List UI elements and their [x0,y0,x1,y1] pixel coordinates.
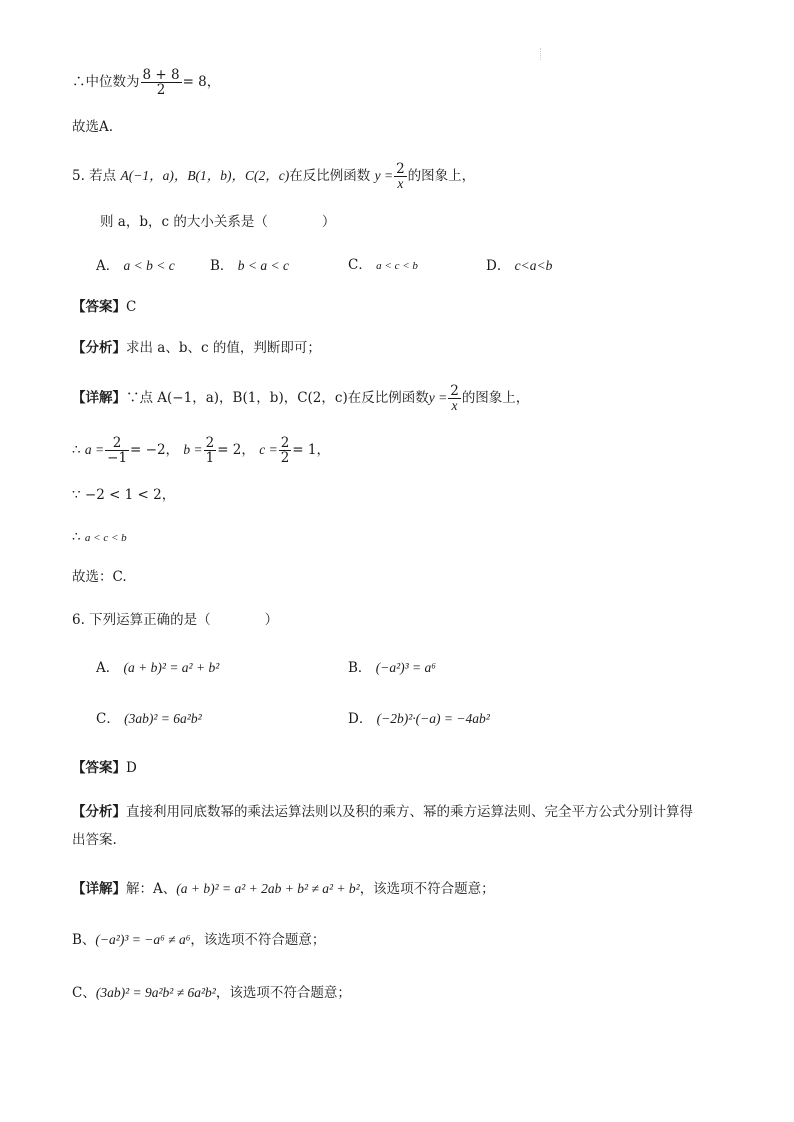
q5-points: A(−1，a)，B(1，b)，C(2，c) [120,168,290,184]
q6-detail-b: B、(−a²)³ = −a⁶ ≠ a⁶，该选项不符合题意； [72,932,326,948]
q5-because: ∵ −2 < 1 < 2， [72,487,176,503]
scan-mark [540,48,543,60]
median-prefix: ∴中位数为 [72,74,140,91]
median-suffix: = 8， [182,74,221,91]
q5-function-fraction: $\frac{2}{x}$ [396,161,405,192]
q5-choose: 故选：C. [72,569,127,585]
median-line [72,68,220,97]
q5-therefore: ∴ a < c < b [72,529,127,545]
q6-option-b: B． (−a²)³ = a⁶ [348,660,436,676]
q6-answer: 【答案】D [72,760,137,776]
q6-detail-a: 【详解】解：A、(a + b)² = a² + 2ab + b² ≠ a² + b²，该选项不符合题意； [72,881,495,897]
q5-stem-line2: 则 a，b，c 的大小关系是（ ） [100,214,336,230]
q5-analysis: 【分析】求出 a、b、c 的值，判断即可； [72,340,321,356]
q6-option-a: A． (a + b)² = a² + b² [96,660,220,676]
q6-option-c: C． (3ab)² = 6a²b² [96,711,202,727]
q6-analysis: 【分析】直接利用同底数幂的乘法运算法则以及积的乘方、幂的乘方运算法则、完全平方公式分别计算得 [72,804,693,820]
q5-option-d: D． c<a<b [486,258,553,274]
median-fraction: $\frac{8 + 8}{2}$ [142,67,180,99]
q5-stem: 5. 若点 A(−1，a)，B(1，b)，C(2，c)在反比例函数 y = $\frac{2}{x}$ 的图象上， [72,161,476,192]
q5-option-a: A． a < b < c [96,258,175,274]
q6-analysis-line2: 出答案. [72,832,117,848]
q5-answer: 【答案】C [72,299,137,315]
q5-detail: 【详解】∵点 A(−1，a)，B(1，b)，C(2，c)在反比例函数y = $\frac{2}{x}$ 的图象上， [72,383,530,414]
q4-choose: 故选A. [72,119,114,135]
q5-option-b: B． b < a < c [210,258,289,274]
q5-calculation: ∴ a = $\frac{2}{-1}$ = −2， b = $\frac{2}{1}$ = 2， c = $\frac{2}{2}$ = 1， [72,435,330,467]
q5-detail-fraction: $\frac{2}{x}$ [450,383,459,414]
q5-option-c: C． a < c < b [348,257,418,273]
q6-stem: 6. 下列运算正确的是（ ） [72,612,279,628]
q6-option-d: D． (−2b)²·(−a) = −4ab² [348,711,490,727]
q6-detail-c: C、(3ab)² = 9a²b² ≠ 6a²b²，该选项不符合题意； [72,985,351,1001]
